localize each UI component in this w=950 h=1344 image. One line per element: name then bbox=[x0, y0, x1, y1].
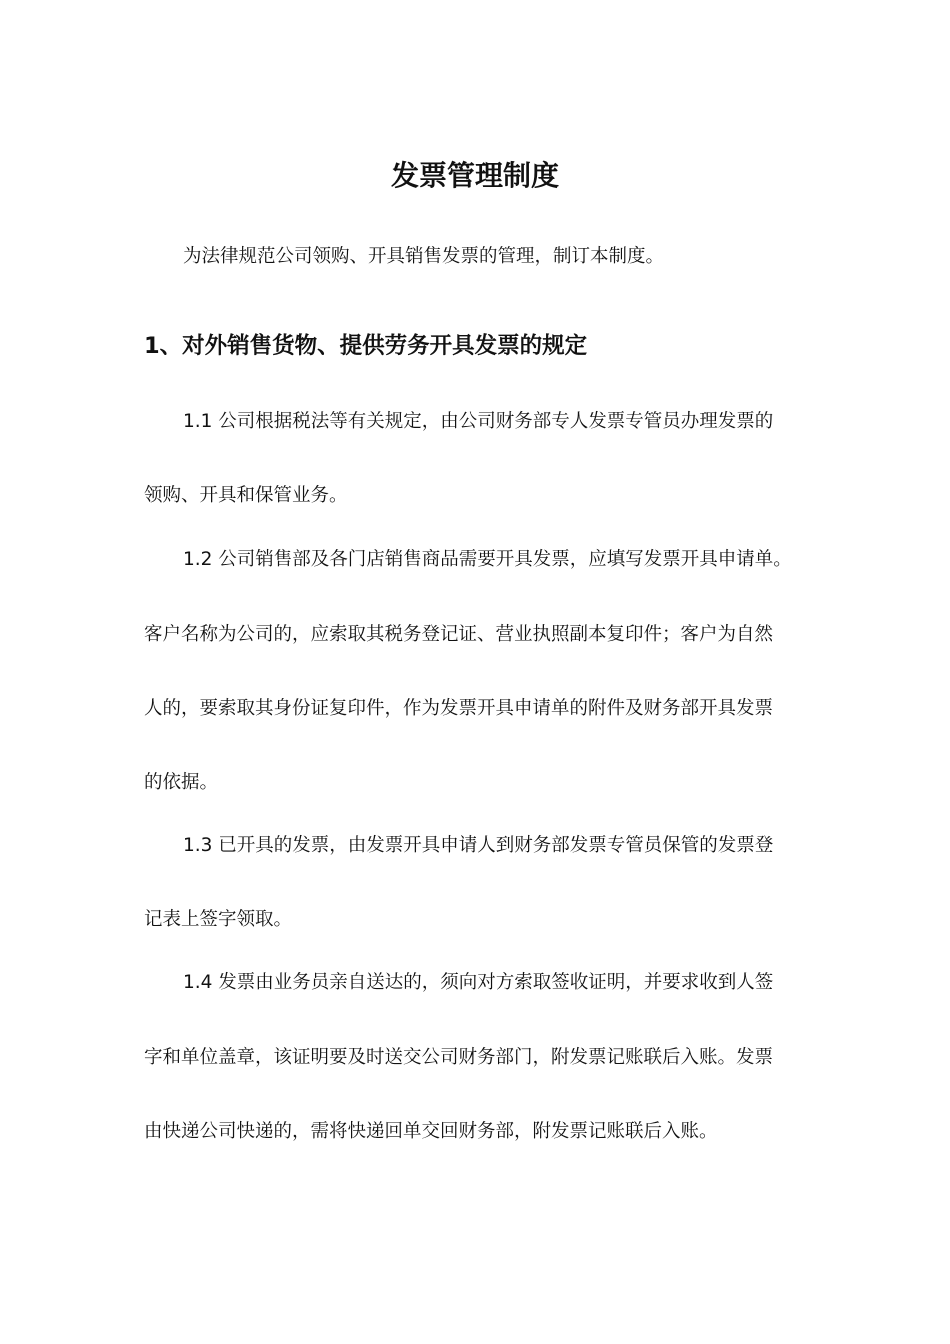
clause-1-3-line-1: 1.3 已开具的发票，由发票开具申请人到财务部发票专管员保管的发票登 bbox=[183, 835, 774, 856]
intro-paragraph: 为法律规范公司领购、开具销售发票的管理，制订本制度。 bbox=[183, 246, 665, 267]
clause-1-2-line-2: 客户名称为公司的，应索取其税务登记证、营业执照副本复印件；客户为自然 bbox=[144, 624, 774, 645]
clause-1-2-line-1: 1.2 公司销售部及各门店销售商品需要开具发票，应填写发票开具申请单。 bbox=[183, 549, 792, 570]
clause-1-1-line-1: 1.1 公司根据税法等有关规定，由公司财务部专人发票专管员办理发票的 bbox=[183, 411, 774, 432]
document-title: 发票管理制度 bbox=[390, 159, 559, 192]
clause-1-4-line-2: 字和单位盖章，该证明要及时送交公司财务部门，附发票记账联后入账。发票 bbox=[144, 1047, 774, 1068]
clause-1-4-line-3: 由快递公司快递的，需将快递回单交回财务部，附发票记账联后入账。 bbox=[144, 1121, 718, 1142]
section-1-heading: 1、对外销售货物、提供劳务开具发票的规定 bbox=[144, 333, 588, 359]
clause-1-2-line-3: 人的，要索取其身份证复印件，作为发票开具申请单的附件及财务部开具发票 bbox=[144, 698, 774, 719]
clause-1-2-line-4: 的依据。 bbox=[144, 772, 219, 793]
clause-1-4-line-1: 1.4 发票由业务员亲自送达的，须向对方索取签收证明，并要求收到人签 bbox=[183, 972, 774, 993]
clause-1-1-line-2: 领购、开具和保管业务。 bbox=[144, 485, 348, 506]
clause-1-3-line-2: 记表上签字领取。 bbox=[144, 909, 293, 930]
